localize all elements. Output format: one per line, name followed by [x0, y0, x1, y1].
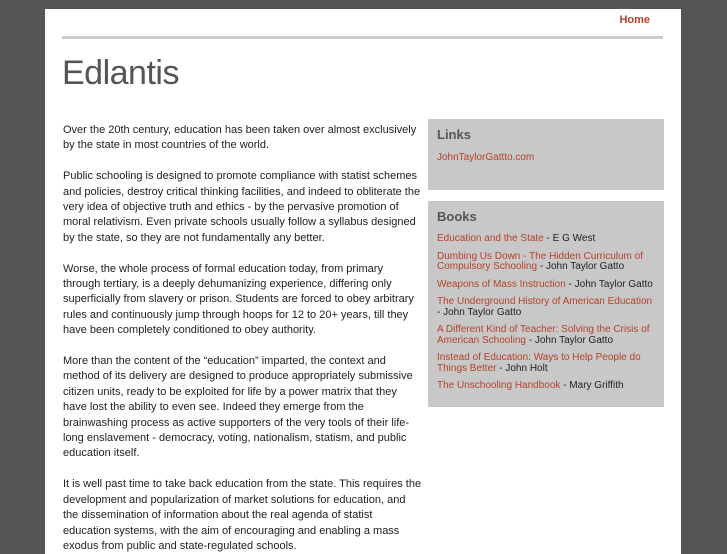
links-box: [428, 119, 664, 190]
book-author: - John Holt: [496, 362, 548, 374]
book-author: - John Taylor Gatto: [525, 334, 614, 346]
book-item: [437, 325, 655, 346]
top-nav: [619, 14, 650, 26]
book-link[interactable]: The Unschooling Handbook: [437, 380, 561, 391]
links-heading: Links: [437, 127, 471, 142]
paragraph-4: More than the content of the “education” imparted, the context and method of its delivery are designed to produce appropriately submissive citizen units, ready to be exploited for life by a power matrix that they have lost the ability to even see. Indeed they emerge from the brainwashing process as active supporters of the very tools of their life-long enslavement - democracy, voting, nationalism, statism, and public education itself.: [63, 355, 413, 460]
paragraph-5: It is well past time to take back education from the state. This requires the development and popularization of market solutions for education, and the dissemination of information about the real agenda of statist education systems, with the aim of encouraging and enabling a mass exodus from public and state-regulated schools.: [63, 478, 422, 552]
book-link[interactable]: Instead of Education: Ways to Help People do Things Better: [437, 352, 641, 374]
paragraph-1: Over the 20th century, education has been taken over almost exclusively by the state in most countries of the world.: [63, 124, 417, 152]
book-author: - E G West: [543, 233, 596, 244]
book-link[interactable]: The Underground History of American Education: [437, 296, 653, 307]
book-author: - John Taylor Gatto: [565, 278, 653, 290]
book-link[interactable]: Dumbing Us Down - The Hidden Curriculum of Compulsory Schooling: [437, 250, 644, 272]
book-item: [437, 234, 655, 245]
link-johntaylorgatto[interactable]: JohnTaylorGattto.com: [437, 152, 535, 163]
book-link[interactable]: Weapons of Mass Instruction: [437, 278, 566, 290]
page: [45, 9, 681, 554]
site-title: Edlantis: [62, 54, 179, 92]
book-item: [437, 297, 655, 318]
nav-home-link[interactable]: Home: [619, 14, 650, 26]
paragraph-2: Public schooling is designed to promote compliance with statist schemes and policies, destroy critical thinking facilities, and indeed to obliterate the very idea of objective truth and ethics - by the pervasive promotion of moral relativism. Even private schools usually follow a syllabus designed by the state, so they are not fundamentally any better.: [63, 170, 421, 244]
book-link[interactable]: A Different Kind of Teacher: Solving the Crisis of American Schooling: [437, 324, 650, 346]
book-author: - John Taylor Gatto: [537, 261, 625, 272]
book-item: [437, 381, 655, 392]
books-box: [428, 201, 664, 407]
book-item: [437, 252, 655, 273]
book-author: - Mary Griffith: [560, 380, 624, 391]
book-item: [437, 280, 655, 291]
books-heading: Books: [437, 209, 477, 224]
header-divider: [62, 36, 663, 39]
links-list: [437, 152, 655, 163]
paragraph-3: Worse, the whole process of formal education today, from primary through tertiary, is a deeply dehumanizing experience, differing only superficially from slavery or prison. Students are forced to obey arbitrary rules and continuously jump through hoops for 12 to 20+ years, till they have been completely conditioned to obey authority.: [63, 262, 414, 337]
book-item: [437, 353, 655, 374]
book-author: - John Taylor Gatto: [437, 306, 522, 318]
book-link[interactable]: Education and the State: [437, 233, 544, 244]
books-list: [437, 234, 655, 392]
main-content: [63, 123, 423, 554]
